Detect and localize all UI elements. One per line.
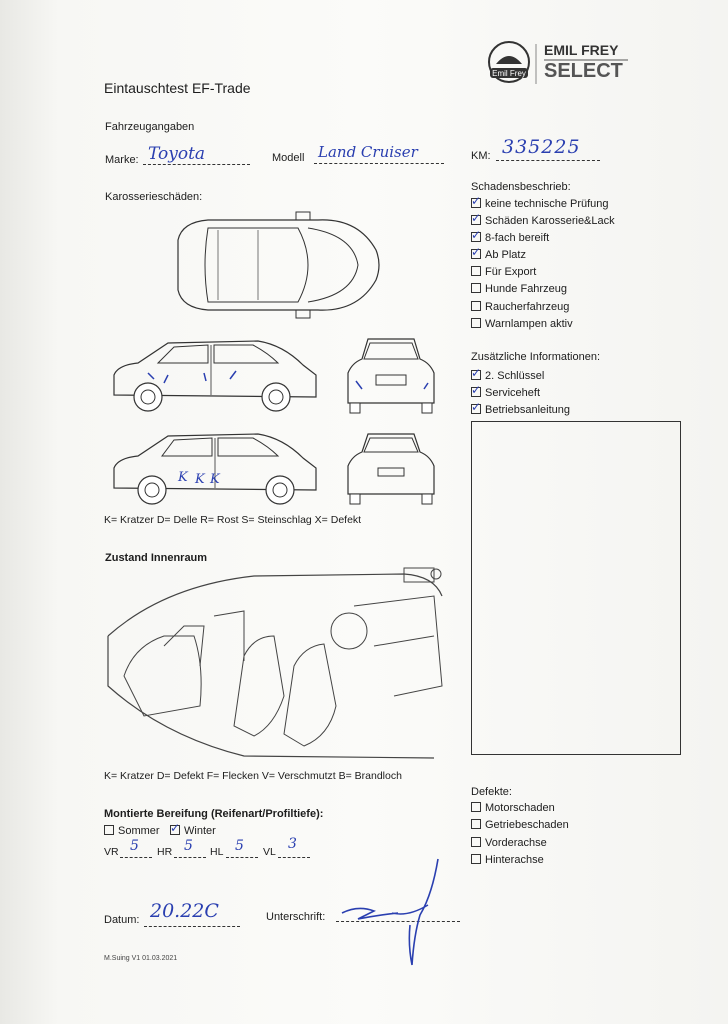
damage-item-label: Für Export — [485, 266, 537, 278]
checkbox[interactable] — [104, 825, 114, 835]
damage-item-smoker[interactable] — [471, 301, 569, 313]
damage-mark-2: K — [195, 472, 205, 487]
additional-info-title: Zusätzliche Informationen: — [471, 351, 601, 363]
datum-value[interactable]: 20.22C — [150, 900, 219, 922]
vr-value[interactable]: 5 — [130, 838, 139, 854]
info-item-label: Serviceheft — [485, 387, 541, 399]
logo-emblem-text: Emil Frey — [492, 69, 526, 78]
marke-line — [143, 164, 250, 165]
checkbox[interactable] — [471, 283, 481, 293]
damage-item-label: Warnlampen aktiv — [485, 318, 573, 330]
damage-item-export[interactable] — [471, 266, 536, 278]
datum-line — [144, 926, 240, 927]
info-item-second-key[interactable] — [471, 366, 545, 382]
checkbox[interactable] — [471, 318, 481, 328]
defect-item-rear-axle[interactable] — [471, 854, 544, 866]
tire-summer-option[interactable] — [104, 825, 160, 837]
checkbox[interactable] — [471, 266, 481, 276]
emil-frey-logo — [484, 40, 634, 95]
body-damage-section-title: Karosserieschäden: — [105, 191, 203, 203]
damage-item-label: 8-fach bereift — [485, 232, 550, 244]
info-item-service-book[interactable] — [471, 383, 541, 399]
hr-label: HR — [157, 846, 173, 858]
checkbox[interactable]: ✓ — [471, 228, 482, 242]
datum-label: Datum: — [104, 914, 140, 926]
checkbox[interactable]: ✓ — [471, 194, 482, 208]
defect-item-gearbox[interactable] — [471, 819, 569, 831]
modell-line — [314, 163, 444, 164]
version-text: M.Suing V1 01.03.2021 — [104, 955, 178, 962]
notes-box[interactable] — [471, 421, 681, 755]
damage-item-body-paint[interactable] — [471, 211, 615, 227]
damage-description-title: Schadensbeschrieb: — [471, 181, 571, 193]
checkbox[interactable] — [471, 301, 481, 311]
damage-item-label: Hunde Fahrzeug — [485, 283, 567, 295]
checkbox[interactable]: ✓ — [471, 366, 482, 380]
info-item-label: 2. Schlüssel — [485, 370, 545, 382]
damage-item-label: Schäden Karosserie&Lack — [485, 215, 615, 227]
car-side-left-drawing — [108, 430, 320, 510]
body-damage-legend: K= Kratzer D= Delle R= Rost S= Steinschlag X= Defekt — [104, 514, 362, 526]
interior-drawing — [104, 566, 449, 766]
hl-label: HL — [210, 846, 224, 858]
defect-item-front-axle[interactable] — [471, 837, 547, 849]
hl-line — [226, 857, 258, 858]
vr-line — [120, 857, 152, 858]
defect-item-engine[interactable] — [471, 802, 555, 814]
damage-item-warning-lights[interactable] — [471, 318, 573, 330]
defect-item-label: Vorderachse — [485, 837, 547, 849]
damage-item-label: Raucherfahrzeug — [485, 301, 570, 313]
vl-line — [278, 857, 310, 858]
checkbox[interactable] — [471, 854, 481, 864]
info-item-manual[interactable] — [471, 400, 571, 416]
tire-summer-label: Sommer — [118, 825, 160, 837]
damage-item-label: keine technische Prüfung — [485, 198, 609, 210]
checkbox[interactable]: ✓ — [471, 400, 482, 414]
car-side-right-drawing — [108, 335, 320, 417]
modell-label: Modell — [272, 152, 305, 164]
interior-legend: K= Kratzer D= Defekt F= Flecken V= Verschmutzt B= Brandloch — [104, 770, 402, 782]
signature-drawing[interactable] — [338, 855, 448, 975]
damage-item-8-tires[interactable] — [471, 228, 550, 244]
defect-item-label: Getriebeschaden — [485, 819, 569, 831]
brand-line2: SELECT — [544, 60, 623, 82]
marke-label: Marke: — [105, 154, 139, 166]
checkbox[interactable]: ✓ — [471, 211, 482, 225]
defects-section-title: Defekte: — [471, 786, 512, 798]
defect-item-label: Motorschaden — [485, 802, 555, 814]
checkbox[interactable] — [471, 837, 481, 847]
checkbox[interactable]: ✓ — [471, 245, 482, 259]
damage-item-ab-platz[interactable] — [471, 245, 526, 261]
tire-winter-label: Winter — [184, 825, 216, 837]
defect-item-label: Hinterachse — [485, 854, 544, 866]
vehicle-section-title: Fahrzeugangaben — [105, 121, 195, 133]
hr-line — [174, 857, 206, 858]
modell-value[interactable]: Land Cruiser — [318, 143, 418, 161]
damage-item-label: Ab Platz — [485, 249, 526, 261]
km-value[interactable]: 335225 — [502, 136, 581, 158]
page-title: Eintauschtest EF-Trade — [104, 80, 251, 96]
km-line — [496, 160, 600, 161]
damage-item-dog[interactable] — [471, 283, 567, 295]
hr-value[interactable]: 5 — [184, 838, 193, 854]
damage-mark-3: K — [210, 472, 220, 487]
tire-winter-option[interactable] — [170, 821, 216, 837]
checkbox[interactable]: ✓ — [471, 383, 482, 397]
interior-section-title: Zustand Innenraum — [105, 552, 208, 564]
damage-item-no-tech-check[interactable] — [471, 194, 609, 210]
vl-label: VL — [263, 846, 276, 858]
checkbox[interactable] — [471, 802, 481, 812]
checkbox[interactable]: ✓ — [170, 821, 181, 835]
car-rear-drawing — [338, 428, 444, 508]
tires-section-title: Montierte Bereifung (Reifenart/Profiltiefe): — [104, 808, 324, 820]
car-top-view-drawing — [168, 210, 386, 320]
marke-value[interactable]: Toyota — [148, 144, 206, 164]
damage-mark-1: K — [178, 470, 188, 485]
vr-label: VR — [104, 846, 119, 858]
signature-label: Unterschrift: — [266, 911, 326, 923]
car-front-drawing — [338, 333, 444, 415]
vl-value[interactable]: 3 — [288, 836, 297, 852]
km-label: KM: — [471, 150, 491, 162]
checkbox[interactable] — [471, 819, 481, 829]
brand-line1: EMIL FREY — [544, 42, 619, 58]
info-item-label: Betriebsanleitung — [485, 404, 571, 416]
hl-value[interactable]: 5 — [235, 838, 244, 854]
